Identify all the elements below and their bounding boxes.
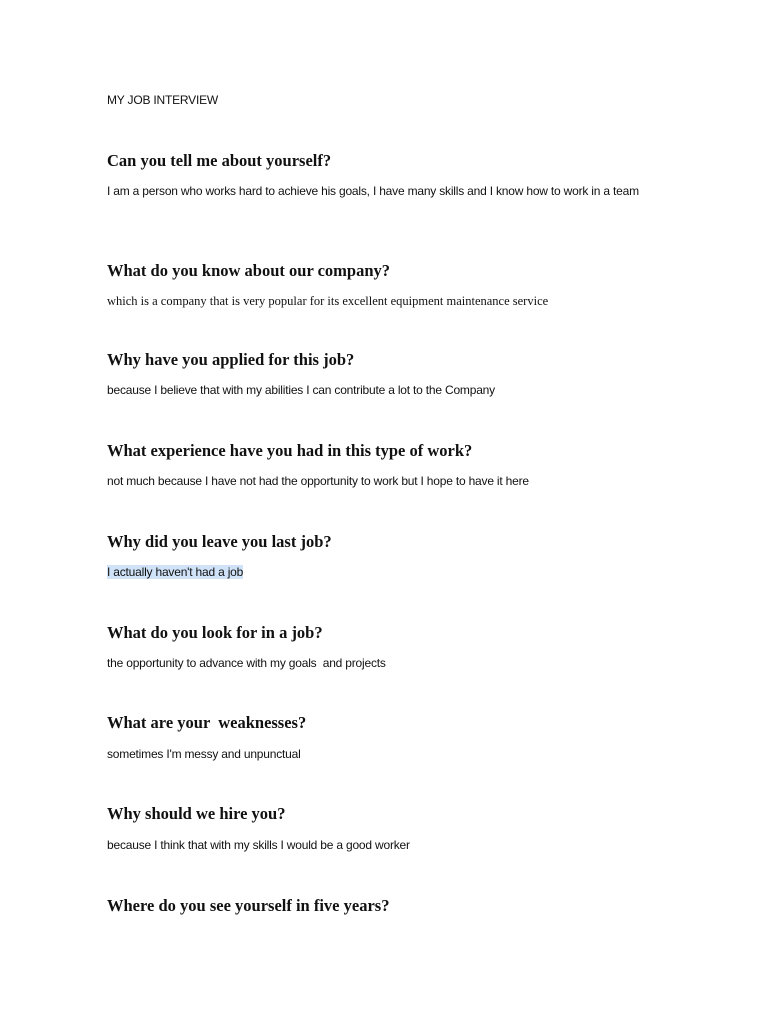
question-4: What experience have you had in this type of work?: [107, 441, 473, 460]
question-2: What do you know about our company?: [107, 261, 391, 280]
question-8: Why should we hire you?: [107, 804, 286, 823]
answer-3: because I believe that with my abilities I can contribute a lot to the Company: [107, 383, 495, 397]
document-title: MY JOB INTERVIEW: [107, 93, 219, 107]
answer-1: I am a person who works hard to achieve his goals, I have many skills and I know how to work in a team: [107, 184, 639, 198]
question-6: What do you look for in a job?: [107, 623, 323, 642]
question-9: Where do you see yourself in five years?: [107, 896, 390, 915]
answer-4: not much because I have not had the opportunity to work but I hope to have it here: [107, 474, 529, 488]
answer-2: which is a company that is very popular for its excellent equipment maintenance service: [107, 294, 549, 308]
selected-text-highlight[interactable]: I actually haven't had a job: [107, 565, 244, 579]
answer-6: the opportunity to advance with my goals and projects: [107, 656, 386, 670]
answer-7: sometimes I'm messy and unpunctual: [107, 747, 301, 761]
question-7: What are your weaknesses?: [107, 713, 307, 732]
answer-5[interactable]: [107, 562, 667, 582]
answer-8: because I think that with my skills I would be a good worker: [107, 838, 410, 852]
question-1: Can you tell me about yourself?: [107, 151, 332, 170]
question-5: Why did you leave you last job?: [107, 532, 332, 551]
question-3: Why have you applied for this job?: [107, 350, 355, 369]
